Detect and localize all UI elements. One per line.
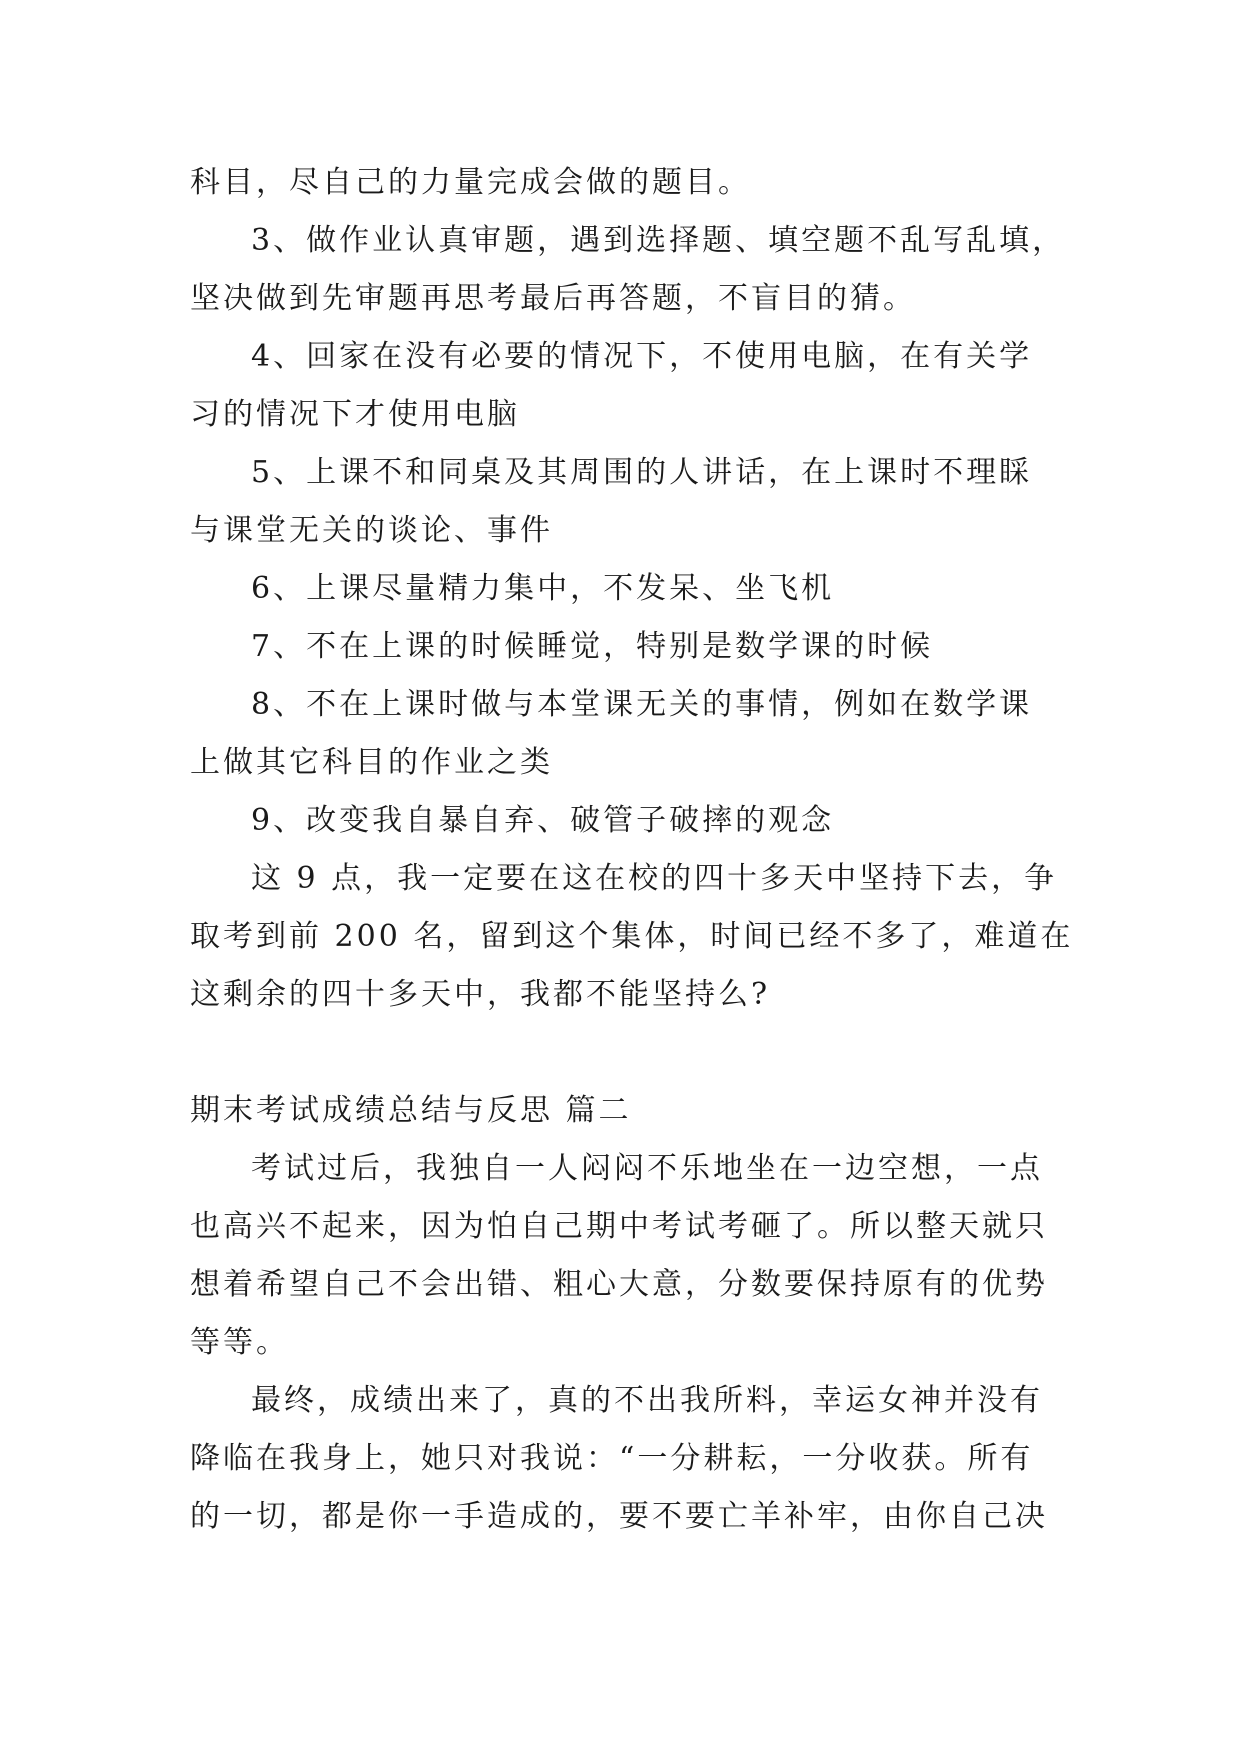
list-item-4: 4、回家在没有必要的情况下，不使用电脑，在有关学 — [251, 339, 1033, 374]
list-item-8: 8、不在上课时做与本堂课无关的事情，例如在数学课 — [251, 687, 1033, 722]
text-line: 等等。 — [190, 1325, 289, 1360]
text-line: 与课堂无关的谈论、事件 — [190, 513, 553, 548]
list-item-6: 6、上课尽量精力集中，不发呆、坐飞机 — [251, 571, 835, 606]
text-line: 降临在我身上，她只对我说：“一分耕耘，一分收获。所有 — [190, 1441, 1034, 1476]
text-line: 科目，尽自己的力量完成会做的题目。 — [190, 165, 751, 200]
text-line: 习的情况下才使用电脑 — [190, 397, 520, 432]
text-line: 取考到前 200 名，留到这个集体，时间已经不多了，难道在 — [190, 919, 1074, 954]
list-item-9: 9、改变我自暴自弃、破管子破摔的观念 — [251, 803, 835, 838]
paragraph-line: 考试过后，我独自一人闷闷不乐地坐在一边空想，一点 — [251, 1151, 1043, 1186]
list-item-7: 7、不在上课的时候睡觉，特别是数学课的时候 — [251, 629, 934, 664]
text-line: 的一切，都是你一手造成的，要不要亡羊补牢，由你自己决 — [190, 1499, 1048, 1534]
section-heading: 期末考试成绩总结与反思 篇二 — [190, 1093, 632, 1128]
text-line: 这剩余的四十多天中，我都不能坚持么? — [190, 977, 771, 1012]
list-item-5: 5、上课不和同桌及其周围的人讲话，在上课时不理睬 — [251, 455, 1033, 490]
text-line: 也高兴不起来，因为怕自己期中考试考砸了。所以整天就只 — [190, 1209, 1048, 1244]
text-line: 坚决做到先审题再思考最后再答题，不盲目的猜。 — [190, 281, 916, 316]
text-line: 想着希望自己不会出错、粗心大意，分数要保持原有的优势 — [190, 1267, 1048, 1302]
paragraph-line: 这 9 点，我一定要在这在校的四十多天中坚持下去，争 — [251, 861, 1058, 896]
list-item-3: 3、做作业认真审题，遇到选择题、填空题不乱写乱填， — [251, 223, 1066, 258]
text-line: 上做其它科目的作业之类 — [190, 745, 553, 780]
paragraph-line: 最终，成绩出来了，真的不出我所料，幸运女神并没有 — [251, 1383, 1043, 1418]
